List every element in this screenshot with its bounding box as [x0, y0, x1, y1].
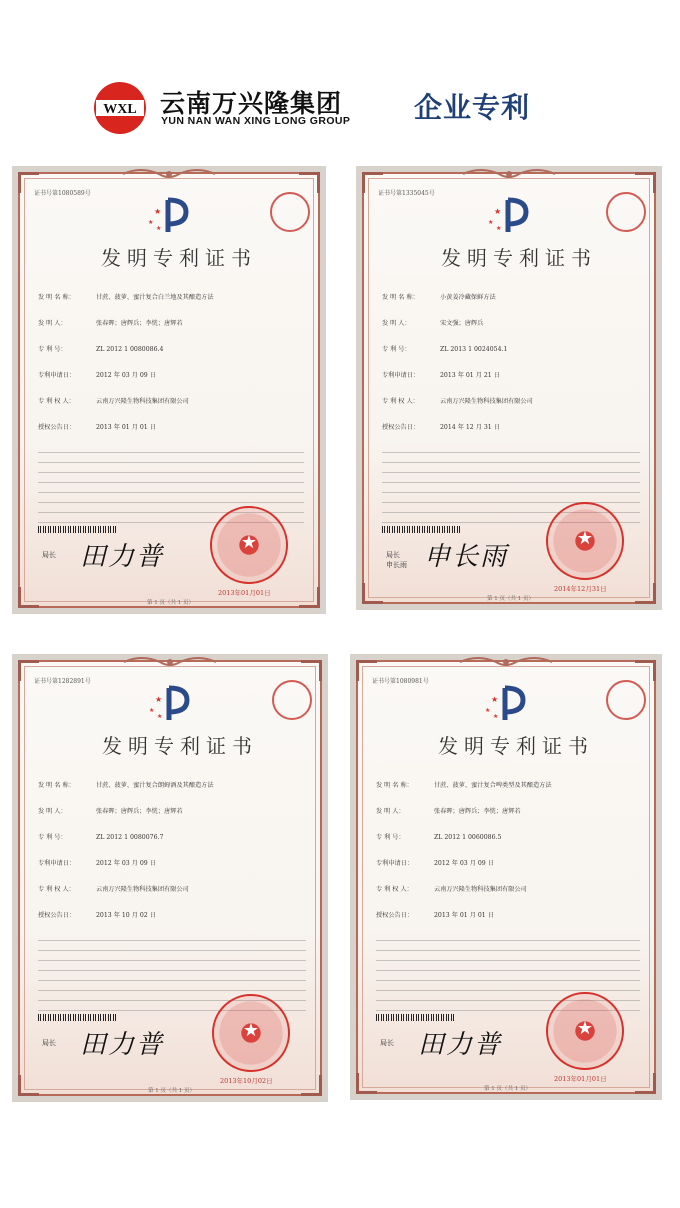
- svg-text:★: ★: [491, 695, 499, 704]
- grant-date-stamp: 2013年10月02日: [220, 1077, 273, 1085]
- field-value: 云南万兴隆生物科技集团有限公司: [440, 398, 533, 405]
- svg-text:★: ★: [148, 219, 154, 226]
- certificate-field: [38, 318, 183, 327]
- text-line: [38, 474, 304, 483]
- field-value: ZL 2013 1 0024054.1: [440, 346, 508, 353]
- text-line: [38, 464, 304, 473]
- corner-ornament-icon: [299, 172, 320, 193]
- field-value: 2013 年 01 月 21 日: [440, 372, 500, 379]
- field-value: 小黄姜冷藏保鲜方法: [440, 294, 496, 301]
- text-line: [38, 494, 304, 503]
- field-key: 专利申请日：: [38, 372, 76, 379]
- corner-ornament-icon: [18, 1075, 39, 1096]
- page-header: [0, 0, 680, 150]
- certificate-number: 证书号第1282891号: [34, 678, 91, 685]
- field-value: 张春晖；唐辉兵；李恍；唐辉若: [96, 808, 183, 815]
- field-key: 发 明 人：: [38, 320, 67, 327]
- ornament-icon: [122, 654, 218, 670]
- text-line: [38, 444, 304, 453]
- certificate-field: [38, 422, 156, 431]
- corner-ornament-icon: [362, 583, 383, 604]
- grant-date-stamp: 2013年01月01日: [554, 1075, 607, 1083]
- field-value: ZL 2012 1 0080086.4: [96, 346, 164, 353]
- text-line: [38, 972, 306, 981]
- barcode: [38, 526, 118, 533]
- certificate-field: [38, 370, 156, 379]
- field-value: 甘蔗、菠萝、蜜汁复合啤类型及其酿造方法: [434, 782, 552, 789]
- certificate-field: [376, 780, 552, 789]
- patent-certificate: [12, 654, 328, 1102]
- field-value: 云南万兴隆生物科技集团有限公司: [434, 886, 527, 893]
- text-line: [382, 444, 640, 453]
- field-key: 专 利 权 人：: [376, 886, 413, 893]
- field-value: 2012 年 03 月 09 日: [434, 860, 494, 867]
- field-value: 2013 年 01 月 01 日: [434, 912, 494, 919]
- field-key: 专利申请日：: [376, 860, 414, 867]
- field-key: 专利申请日：: [382, 372, 420, 379]
- text-line: [376, 982, 640, 991]
- field-value: 2013 年 01 月 01 日: [96, 424, 156, 431]
- text-line: [382, 454, 640, 463]
- certificate-field: [38, 832, 163, 841]
- certificate-number: 证书号第1335045号: [378, 190, 435, 197]
- text-line: [376, 952, 640, 961]
- field-key: 专 利 权 人：: [38, 398, 75, 405]
- text-line: [382, 474, 640, 483]
- grant-date-stamp: 2013年01月01日: [218, 589, 271, 597]
- svg-text:★: ★: [155, 695, 163, 704]
- field-key: 授权公告日：: [376, 912, 414, 919]
- patent-certificate: [12, 166, 326, 614]
- wxl-logo-icon: [92, 80, 148, 136]
- field-key: 发 明 名 称：: [382, 294, 419, 301]
- corner-ornament-icon: [18, 587, 39, 608]
- field-key: 授权公告日：: [382, 424, 420, 431]
- field-value: 2014 年 12 月 31 日: [440, 424, 500, 431]
- corner-ornament-icon: [635, 583, 656, 604]
- field-key: 专 利 号：: [382, 346, 411, 353]
- certificate-number: 证书号第1080981号: [372, 678, 429, 685]
- field-key: 专利申请日：: [38, 860, 76, 867]
- field-value: 2013 年 10 月 02 日: [96, 912, 156, 919]
- certificate-title: 发明专利证书: [102, 734, 258, 758]
- field-value: 甘蔗、菠萝、蜜汁复合白兰地及其酿造方法: [96, 294, 214, 301]
- field-key: 专 利 号：: [38, 346, 67, 353]
- certificate-field: [38, 806, 183, 815]
- field-value: 2012 年 03 月 09 日: [96, 372, 156, 379]
- svg-text:★: ★: [154, 207, 162, 216]
- certificate-field: [38, 344, 163, 353]
- brand-name-en: YUN NAN WAN XING LONG GROUP: [161, 115, 351, 127]
- text-line: [38, 484, 304, 493]
- national-seal-icon: [546, 502, 624, 580]
- text-line: [382, 494, 640, 503]
- text-line: [38, 952, 306, 961]
- text-line: [382, 484, 640, 493]
- field-key: 发 明 名 称：: [38, 294, 75, 301]
- director-signature: 田力普: [80, 1030, 165, 1060]
- svg-text:★: ★: [494, 207, 502, 216]
- page-number: 第 1 页（共 1 页）: [148, 1088, 195, 1094]
- text-line: [376, 942, 640, 951]
- certificate-field: [382, 344, 507, 353]
- director-label: 局长: [42, 1039, 56, 1047]
- certificate-title: 发明专利证书: [101, 246, 257, 270]
- office-seal-small-icon: [606, 680, 646, 720]
- field-value: ZL 2012 1 0060086.5: [434, 834, 502, 841]
- certificate-field: [382, 422, 500, 431]
- ornament-icon: [458, 654, 554, 670]
- certificate-field: [382, 292, 496, 301]
- director-signature: 田力普: [80, 542, 165, 572]
- director-label: 局长 申长雨: [386, 551, 407, 569]
- field-key: 授权公告日：: [38, 424, 76, 431]
- patent-certificate: [356, 166, 662, 610]
- field-value: 张春晖；唐辉兵；李恍；唐辉若: [434, 808, 521, 815]
- certificate-field: [38, 884, 189, 893]
- svg-text:★: ★: [493, 713, 499, 720]
- certificate-title: 发明专利证书: [441, 246, 597, 270]
- certificate-field: [376, 806, 521, 815]
- logo-letters: WXL: [103, 102, 137, 117]
- patent-office-emblem-icon: [483, 684, 533, 724]
- corner-ornament-icon: [301, 660, 322, 681]
- national-seal-icon: [546, 992, 624, 1070]
- certificate-border: [356, 660, 656, 1094]
- field-key: 专 利 权 人：: [382, 398, 419, 405]
- director-label: 局长: [42, 551, 56, 559]
- certificate-number: 证书号第1080589号: [34, 190, 91, 197]
- certificate-field: [376, 832, 501, 841]
- grant-date-stamp: 2014年12月31日: [554, 585, 607, 593]
- field-key: 发 明 人：: [382, 320, 411, 327]
- certificate-field: [382, 396, 533, 405]
- certificate-field: [382, 318, 483, 327]
- page-number: 第 1 页（共 1 页）: [487, 596, 534, 602]
- field-value: 云南万兴隆生物科技集团有限公司: [96, 398, 189, 405]
- field-key: 发 明 人：: [376, 808, 405, 815]
- barcode: [376, 1014, 456, 1021]
- field-value: 张春晖；唐辉兵；李恍；唐辉若: [96, 320, 183, 327]
- field-value: 甘蔗、菠萝、蜜汁复合朗姆酒及其酿造方法: [96, 782, 214, 789]
- svg-text:★: ★: [156, 225, 162, 232]
- certificate-border: [362, 172, 656, 604]
- field-key: 发 明 人：: [38, 808, 67, 815]
- patent-office-emblem-icon: [147, 684, 197, 724]
- certificate-field: [376, 910, 494, 919]
- corner-ornament-icon: [299, 587, 320, 608]
- certificate-title: 发明专利证书: [438, 734, 594, 758]
- text-line: [38, 454, 304, 463]
- national-seal-icon: [212, 994, 290, 1072]
- certificate-field: [38, 292, 214, 301]
- certificate-field: [376, 884, 527, 893]
- certificate-field: [38, 910, 156, 919]
- page-number: 第 1 页（共 1 页）: [147, 600, 194, 606]
- field-key: 发 明 名 称：: [376, 782, 413, 789]
- text-line: [376, 932, 640, 941]
- director-label: 局长: [380, 1039, 394, 1047]
- brand-name-cn: 云南万兴隆集团: [160, 89, 343, 118]
- certificate-field: [38, 780, 214, 789]
- page-number: 第 1 页（共 1 页）: [484, 1086, 531, 1092]
- text-line: [376, 962, 640, 971]
- field-value: 宋文强；唐辉兵: [440, 320, 484, 327]
- ornament-icon: [121, 166, 217, 182]
- svg-text:★: ★: [485, 707, 491, 714]
- certificate-field: [38, 396, 189, 405]
- patent-certificate: [350, 654, 662, 1100]
- field-key: 专 利 号：: [38, 834, 67, 841]
- barcode: [382, 526, 462, 533]
- director-signature: 申长雨: [424, 542, 509, 572]
- corner-ornament-icon: [301, 1075, 322, 1096]
- barcode: [38, 1014, 118, 1021]
- patent-office-emblem-icon: [146, 196, 196, 236]
- ornament-icon: [461, 166, 557, 182]
- text-line: [38, 982, 306, 991]
- text-line: [38, 932, 306, 941]
- corner-ornament-icon: [635, 1073, 656, 1094]
- office-seal-small-icon: [270, 192, 310, 232]
- svg-text:★: ★: [149, 707, 155, 714]
- corner-ornament-icon: [635, 172, 656, 193]
- svg-text:★: ★: [157, 713, 163, 720]
- corner-ornament-icon: [635, 660, 656, 681]
- field-value: ZL 2012 1 0080076.7: [96, 834, 164, 841]
- certificate-border: [18, 172, 320, 608]
- field-value: 云南万兴隆生物科技集团有限公司: [96, 886, 189, 893]
- svg-text:★: ★: [496, 225, 502, 232]
- field-value: 2012 年 03 月 09 日: [96, 860, 156, 867]
- text-line: [376, 972, 640, 981]
- field-key: 专 利 权 人：: [38, 886, 75, 893]
- svg-text:★: ★: [488, 219, 494, 226]
- text-line: [38, 962, 306, 971]
- certificate-field: [382, 370, 500, 379]
- corner-ornament-icon: [356, 1073, 377, 1094]
- office-seal-small-icon: [606, 192, 646, 232]
- section-title: 企业专利: [414, 91, 531, 124]
- patent-office-emblem-icon: [486, 196, 536, 236]
- certificate-field: [376, 858, 494, 867]
- certificate-border: [18, 660, 322, 1096]
- field-key: 授权公告日：: [38, 912, 76, 919]
- national-seal-icon: [210, 506, 288, 584]
- text-line: [382, 464, 640, 473]
- field-key: 专 利 号：: [376, 834, 405, 841]
- office-seal-small-icon: [272, 680, 312, 720]
- certificate-field: [38, 858, 156, 867]
- field-key: 发 明 名 称：: [38, 782, 75, 789]
- text-line: [38, 942, 306, 951]
- director-signature: 田力普: [418, 1030, 503, 1060]
